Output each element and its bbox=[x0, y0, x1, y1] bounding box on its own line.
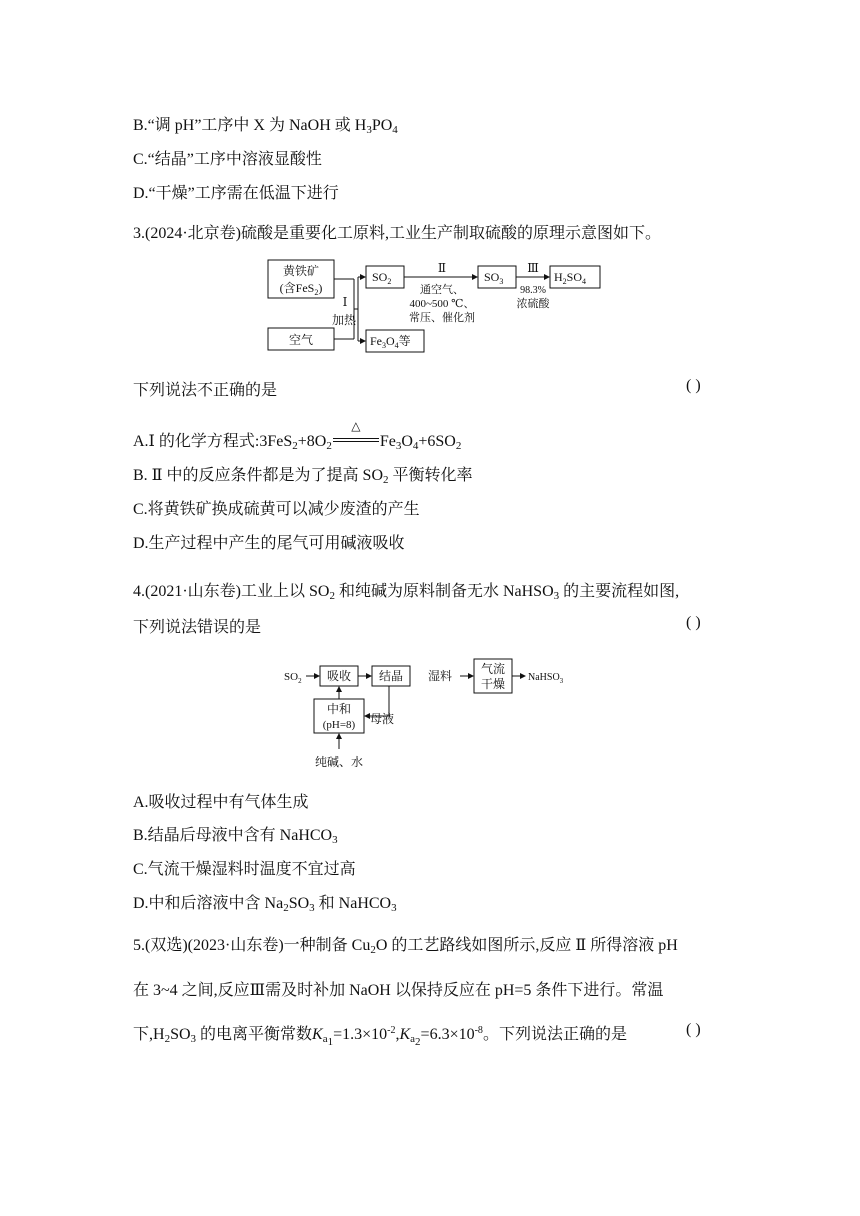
diagram-step2-cond-2: 400~500 ℃、 bbox=[409, 298, 475, 310]
diagram-h2so4: $H_2SO_4$ bbox=[554, 270, 587, 286]
q3-prompt: 下列说法不正确的是 bbox=[133, 382, 278, 399]
diagram-step1-cond: 加热 bbox=[332, 313, 357, 327]
flow-dry-line1: 气流 bbox=[480, 662, 506, 676]
diagram-air-label: 空气 bbox=[288, 333, 314, 347]
flow-soda-water: 纯碱、水 bbox=[314, 755, 364, 769]
diagram-pyrite-label: 黄铁矿 bbox=[282, 264, 320, 278]
q2-option-d: D.“干燥”工序需在低温下进行 bbox=[133, 185, 339, 202]
q5-stem-line1: 5.(双选)(2023·山东卷)一种制备 $Cu_2O$ 的工艺路线如图所示,反应 Ⅱ 所得溶液 pH bbox=[133, 937, 678, 956]
flow-absorb: 吸收 bbox=[326, 669, 352, 683]
flow-so2-input: $SO_2$ bbox=[284, 671, 302, 685]
q5-answer-paren: ( ) bbox=[686, 1021, 701, 1038]
q3-stem: 3.(2024·北京卷)硫酸是重要化工原料,工业生产制取硫酸的原理示意图如下。 bbox=[133, 225, 661, 242]
q5-stem-line2: 在 3~4 之间,反应Ⅲ需及时补加 NaOH 以保持反应在 pH=5 条件下进行。常温 bbox=[133, 982, 664, 999]
heat-equals-sign: △ bbox=[332, 433, 380, 451]
q3-option-d: D.生产过程中产生的尾气可用碱液吸收 bbox=[133, 535, 405, 552]
diagram-pyrite-formula: (含FeS$_2$) bbox=[279, 281, 323, 297]
q4-stem-line1: 4.(2021·山东卷)工业上以 $SO_2$ 和纯碱为原料制备无水 NaHSO$_3$ 的主要流程如图, bbox=[133, 583, 680, 602]
flow-nahso3-output: NaHSO$_3$ bbox=[528, 672, 564, 685]
q2-option-b: B.“调 pH”工序中 X 为 NaOH 或 $H_3PO_4$ bbox=[133, 117, 398, 136]
diagram-step1-label: Ⅰ bbox=[342, 295, 348, 309]
diagram-step2-label: Ⅱ bbox=[437, 261, 447, 275]
flow-neutralize-line1: 中和 bbox=[326, 702, 352, 716]
q3-answer-paren: ( ) bbox=[686, 377, 701, 394]
q3-option-c: C.将黄铁矿换成硫黄可以减少废渣的产生 bbox=[133, 501, 420, 518]
flow-neutralize-line2: (pH=8) bbox=[322, 719, 356, 731]
q3-option-b: B. Ⅱ 中的反应条件都是为了提高 $SO_2$ 平衡转化率 bbox=[133, 467, 473, 486]
q5-stem-line3: 下$,H_2SO_3$ 的电离平衡常数$K_{a_1}=1.3\times 10^{-2},K_{a_2}=6.3\times 10^{-8}$。下列说法正确的是 bbox=[133, 1025, 627, 1048]
diagram-step3-cond-1: 98.3% bbox=[520, 285, 546, 296]
q4-answer-paren: ( ) bbox=[686, 614, 701, 631]
diagram-so3: $SO_3$ bbox=[484, 270, 504, 286]
diagram-step2-cond-1: 通空气、 bbox=[420, 284, 464, 296]
q4-option-c: C.气流干燥湿料时温度不宜过高 bbox=[133, 861, 356, 878]
diagram-fe3o4: $Fe_3O_4$等 bbox=[370, 334, 411, 350]
diagram-step3-label: Ⅲ bbox=[527, 261, 539, 275]
q4-option-d: D.中和后溶液中含 $Na_2SO_3$ 和 NaHCO$_3$ bbox=[133, 895, 397, 914]
flow-crystallize: 结晶 bbox=[378, 669, 404, 683]
diagram-so2: $SO_2$ bbox=[372, 270, 392, 286]
q4-option-a: A.吸收过程中有气体生成 bbox=[133, 794, 309, 811]
q4-nahso3-flow-diagram bbox=[282, 655, 592, 773]
q4-stem-line2: 下列说法错误的是 bbox=[133, 619, 262, 636]
q3-option-a: A.Ⅰ 的化学方程式$:3FeS_2+8O_2$ △ $Fe_3O_4+6SO_2$ bbox=[133, 419, 462, 452]
q2-option-c: C.“结晶”工序中溶液显酸性 bbox=[133, 151, 322, 168]
flow-mother-liquor: 母液 bbox=[370, 712, 395, 726]
flow-wet-material: 湿料 bbox=[428, 669, 453, 683]
diagram-step3-cond-2: 浓硫酸 bbox=[516, 298, 550, 310]
flow-dry-line2: 干燥 bbox=[480, 677, 506, 691]
diagram-step2-cond-3: 常压、催化剂 bbox=[409, 312, 475, 324]
q3-sulfuric-acid-diagram bbox=[262, 256, 602, 356]
q4-option-b: B.结晶后母液中含有 NaHCO$_3$ bbox=[133, 827, 338, 846]
